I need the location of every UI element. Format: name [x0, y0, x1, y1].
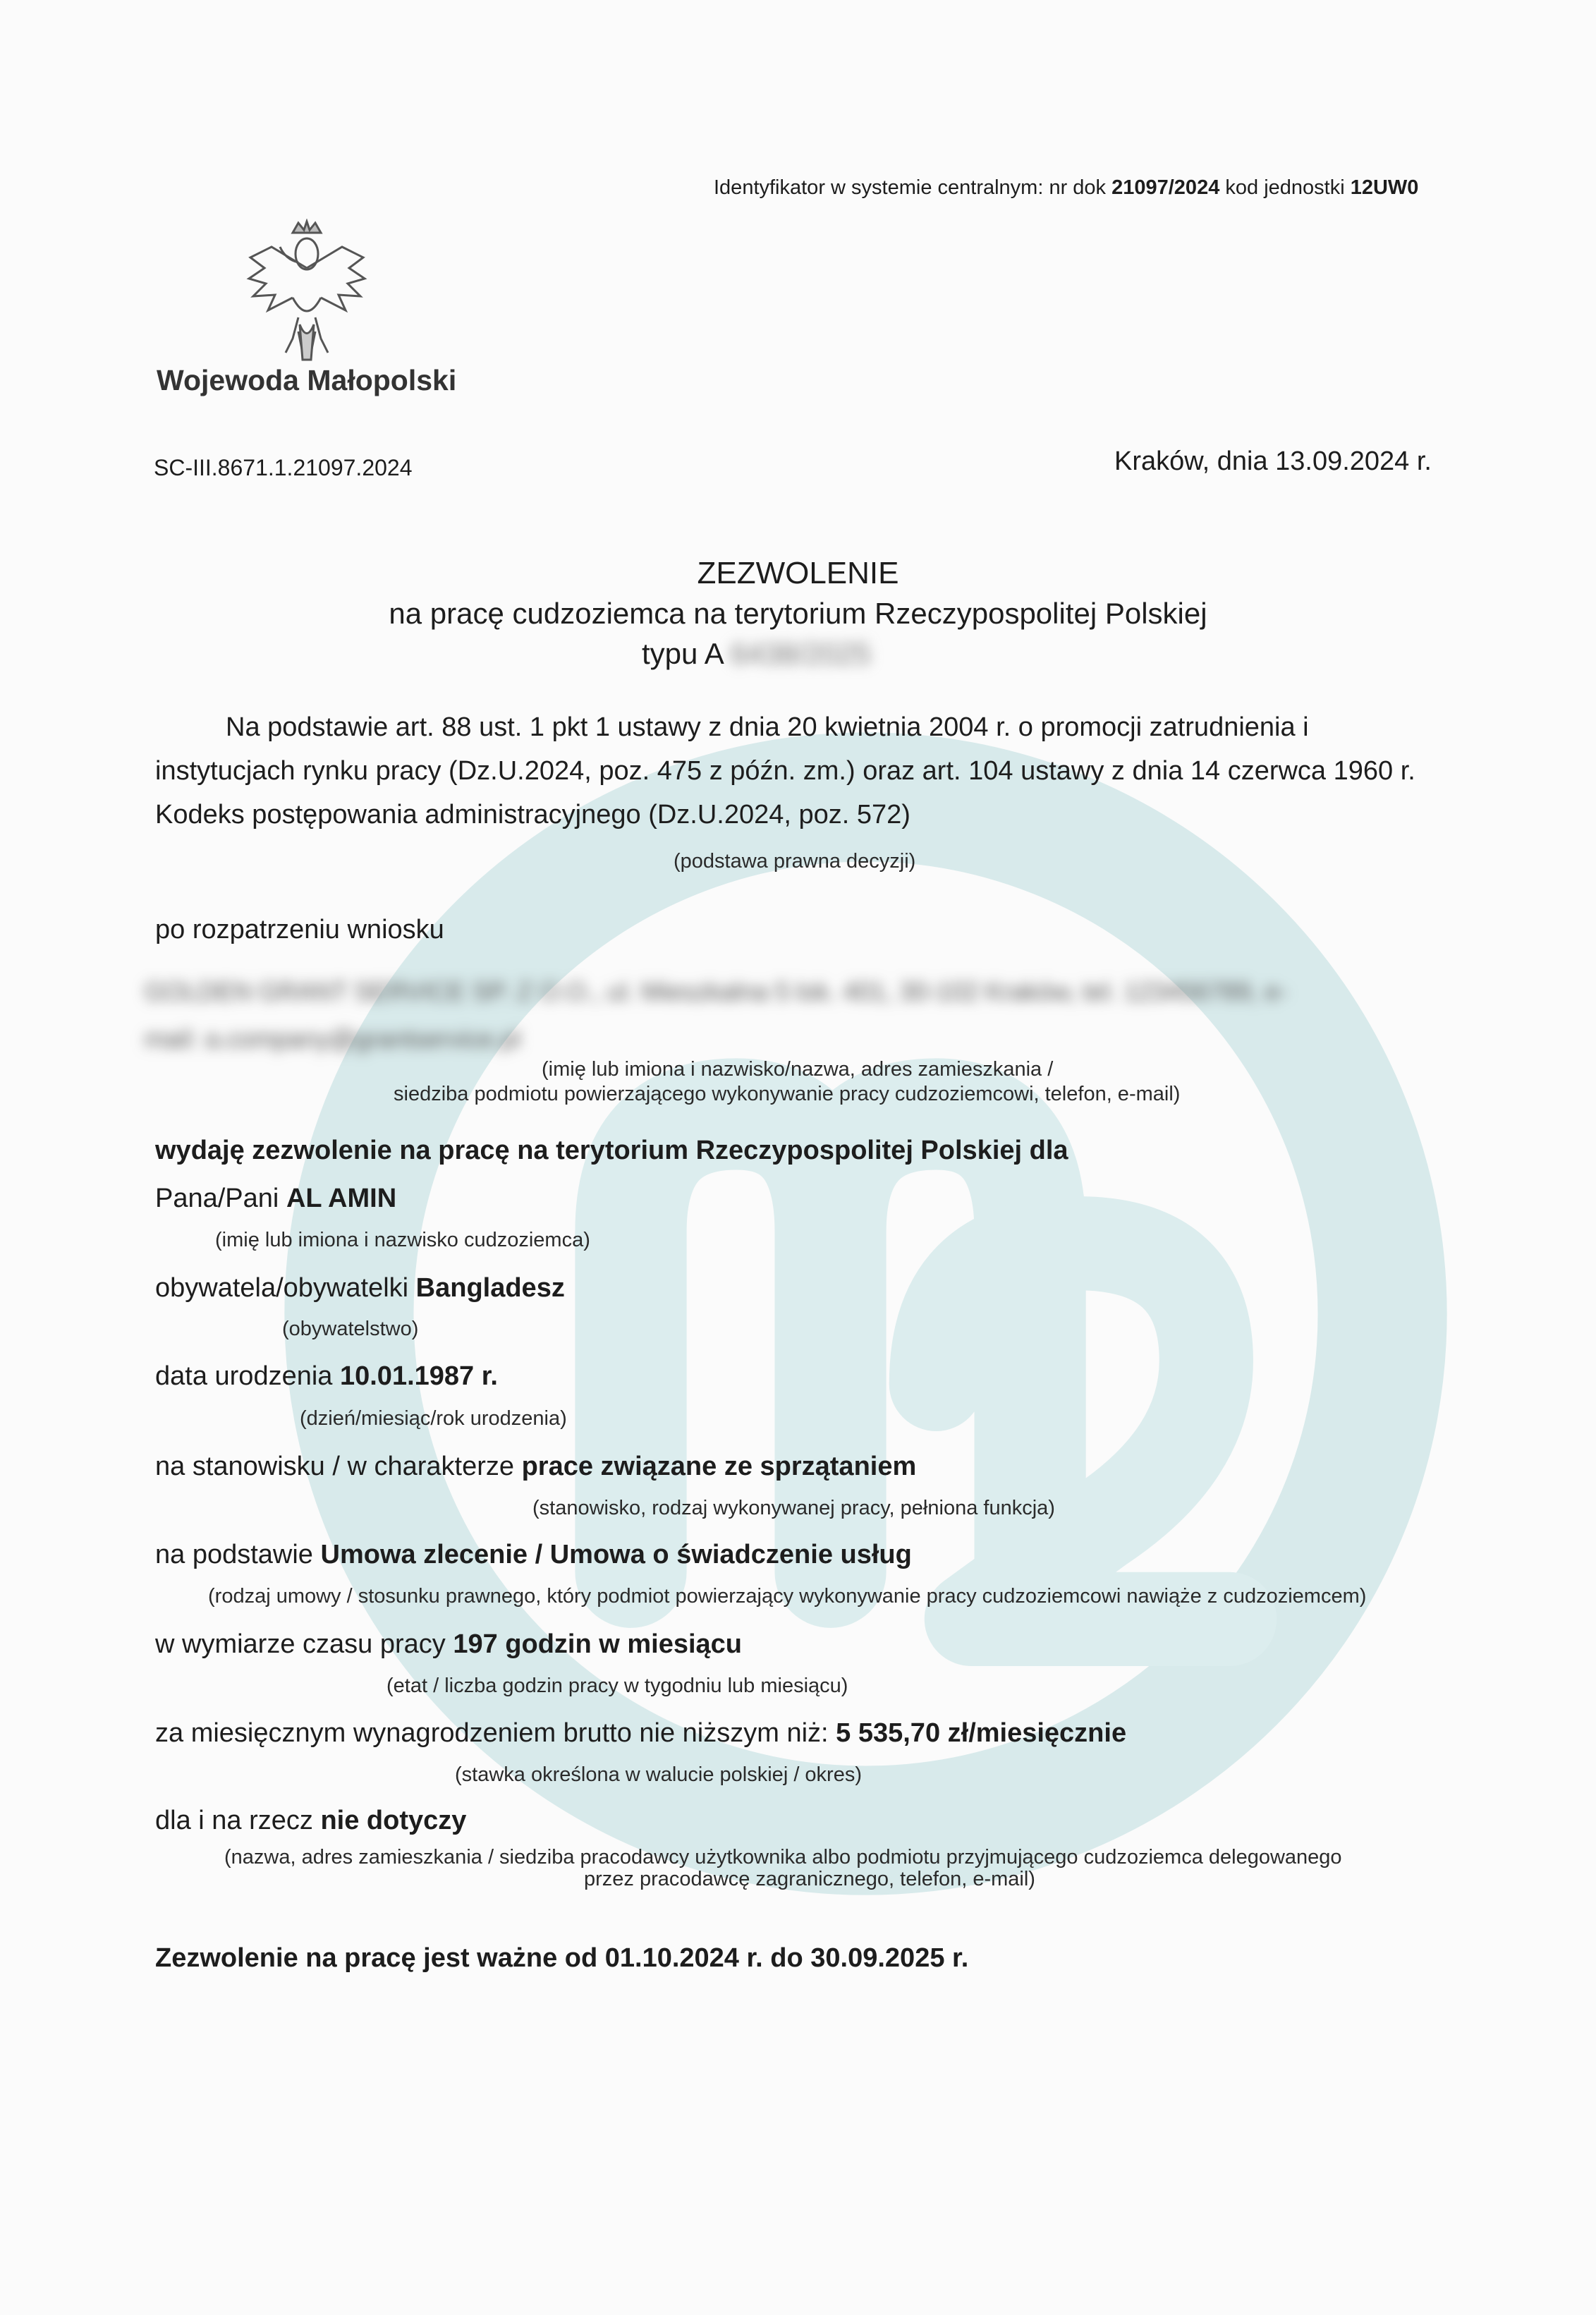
document-title: ZEZWOLENIE	[697, 556, 899, 590]
authority-name: Wojewoda Małopolski	[157, 364, 457, 396]
legal-basis-caption: (podstawa prawna decyzji)	[674, 850, 916, 873]
applicant-caption-2: siedziba podmiotu powierzającego wykonywanie pracy cudzoziemcowi, telefon, e-mail)	[394, 1083, 1181, 1105]
contract-caption: (rodzaj umowy / stosunku prawnego, który podmiot powierzający wykonywanie pracy cudzoziemcowi nawiąże z cudzoziemcem)	[208, 1585, 1367, 1608]
foreigner-name: AL AMIN	[286, 1184, 397, 1213]
position: prace związane ze sprzątaniem	[521, 1452, 917, 1481]
position-row	[155, 1452, 916, 1482]
beneficiary-caption-2: przez pracodawcę zagranicznego, telefon, e-mail)	[584, 1868, 1035, 1890]
applicant-caption-1: (imię lub imiona i nazwisko/nazwa, adres zamieszkania /	[542, 1058, 1054, 1081]
legal-basis-line-3: Kodeks postępowania administracyjnego (Dz.U.2024, poz. 572)	[155, 800, 910, 830]
legal-basis-line-1: Na podstawie art. 88 ust. 1 pkt 1 ustawy z dnia 20 kwietnia 2004 r. o promocji zatrudnienia i	[226, 712, 1309, 742]
foreigner-name-row	[155, 1184, 396, 1214]
validity-statement: Zezwolenie na pracę jest ważne od 01.10.2024 r. do 30.09.2025 r.	[155, 1943, 969, 1973]
name-caption: (imię lub imiona i nazwisko cudzoziemca)	[215, 1229, 590, 1251]
beneficiary-row	[155, 1806, 466, 1836]
position-caption: (stanowisko, rodzaj wykonywanej pracy, pełniona funkcja)	[532, 1497, 1055, 1519]
hours-caption: (etat / liczba godzin pracy w tygodniu lub miesiącu)	[386, 1675, 848, 1697]
dob-prefix: data urodzenia	[155, 1361, 333, 1391]
document-subtitle: na pracę cudzoziemca na terytorium Rzeczypospolitej Polskiej	[389, 597, 1207, 630]
permit-number-redacted: 6438/2025	[731, 637, 871, 670]
contract-type: Umowa zlecenie / Umowa o świadczenie usług	[320, 1540, 912, 1569]
applicant-redacted-line-1: GOLDEN GRANT SERVICE SP. Z O.O., ul. Mieszkalna 5 lok. 401, 30-102 Kraków, tel. 123456789, e-	[145, 977, 1288, 1006]
identifier-label: Identyfikator w systemie centralnym: nr dok	[714, 176, 1107, 199]
salary: 5 535,70 zł/miesięcznie	[836, 1718, 1127, 1748]
dob-row	[155, 1361, 498, 1392]
citizenship-caption: (obywatelstwo)	[282, 1318, 419, 1340]
permit-type-label: typu A	[642, 637, 723, 670]
permit-type	[642, 637, 871, 671]
place-date: Kraków, dnia 13.09.2024 r.	[1114, 446, 1432, 476]
beneficiary-caption-1: (nazwa, adres zamieszkania / siedziba pracodawcy użytkownika albo podmiotu przyjmującego cudzoziemca delegowanego	[224, 1846, 1342, 1869]
name-prefix: Pana/Pani	[155, 1184, 279, 1213]
beneficiary: nie dotyczy	[320, 1806, 467, 1835]
legal-basis-line-2: instytucjach rynku pracy (Dz.U.2024, poz. 475 z późn. zm.) oraz art. 104 ustawy z dnia 14 czerwca 1960 r.	[155, 756, 1415, 786]
position-prefix: na stanowisku / w charakterze	[155, 1452, 515, 1481]
grant-statement: wydaję zezwolenie na pracę na terytorium Rzeczypospolitej Polskiej dla	[155, 1136, 1068, 1165]
dob-caption: (dzień/miesiąc/rok urodzenia)	[300, 1407, 567, 1430]
citizenship-row	[155, 1273, 565, 1304]
case-number: SC-III.8671.1.21097.2024	[154, 455, 413, 480]
hours-row	[155, 1629, 742, 1660]
working-hours: 197 godzin w miesiącu	[453, 1629, 743, 1659]
citizenship-prefix: obywatela/obywatelki	[155, 1273, 409, 1303]
contract-prefix: na podstawie	[155, 1540, 313, 1569]
doc-number: 21097/2024	[1111, 176, 1220, 199]
applicant-redacted-line-2: mail: a.company@grantservice.pl	[145, 1024, 520, 1053]
unit-label: kod jednostki	[1225, 176, 1345, 199]
salary-caption: (stawka określona w walucie polskiej / okres)	[455, 1763, 862, 1786]
date-of-birth: 10.01.1987 r.	[339, 1361, 498, 1391]
citizenship: Bangladesz	[415, 1273, 565, 1303]
beneficiary-prefix: dla i na rzecz	[155, 1806, 313, 1835]
hours-prefix: w wymiarze czasu pracy	[155, 1629, 446, 1659]
application-label: po rozpatrzeniu wniosku	[155, 915, 444, 944]
salary-prefix: za miesięcznym wynagrodzeniem brutto nie niższym niż:	[155, 1718, 829, 1748]
salary-row	[155, 1718, 1126, 1749]
unit-code: 12UW0	[1350, 176, 1419, 199]
contract-row	[155, 1540, 912, 1570]
system-identifier	[714, 176, 1418, 200]
eagle-emblem-icon	[243, 219, 370, 363]
